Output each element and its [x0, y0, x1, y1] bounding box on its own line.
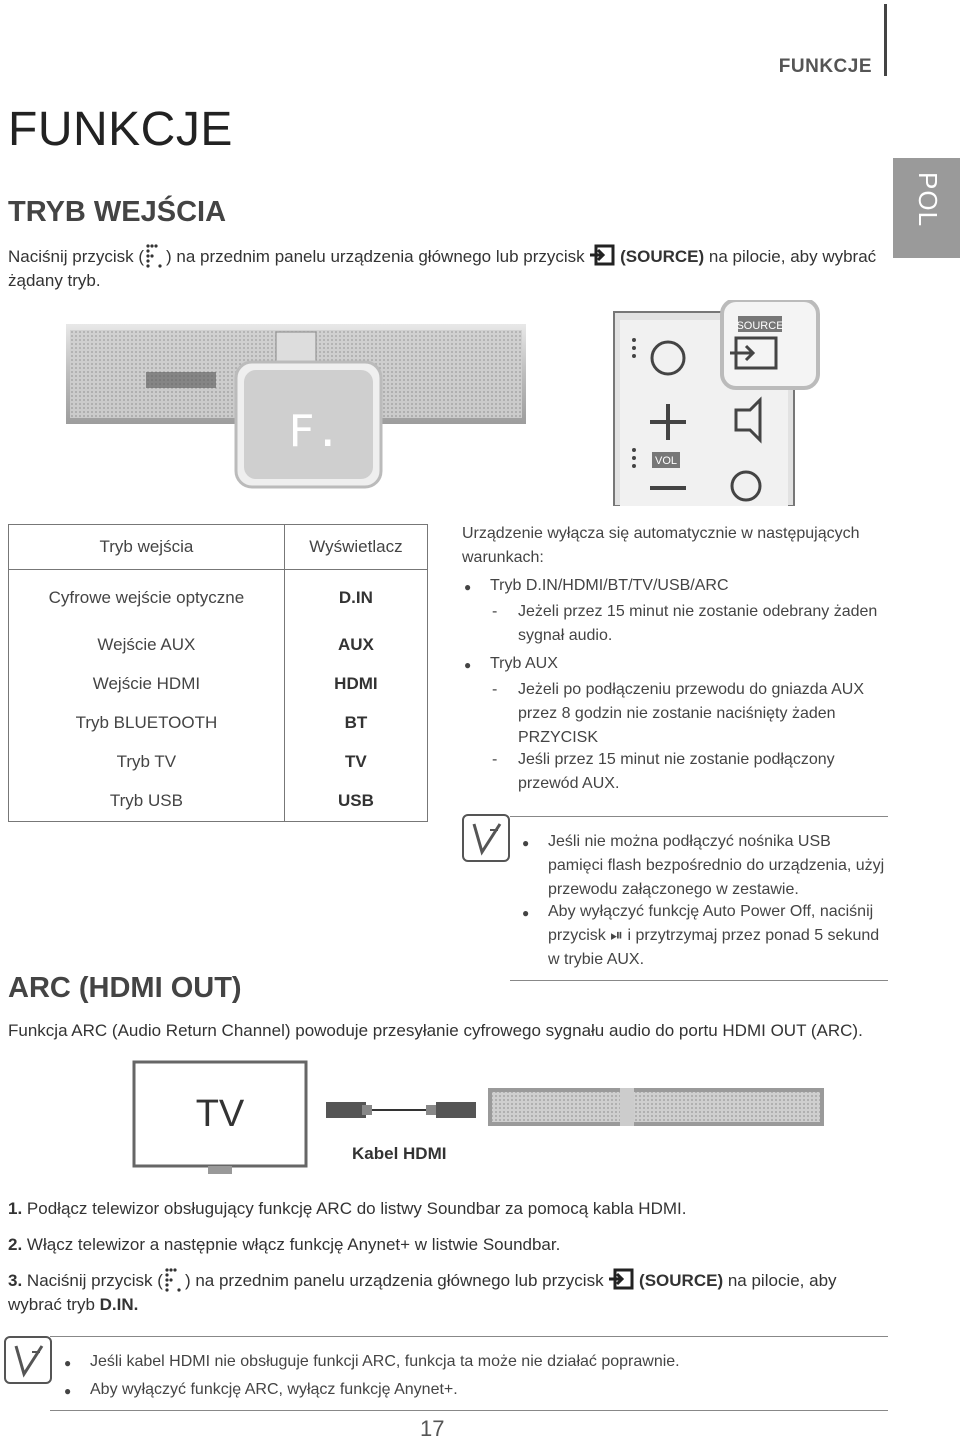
auto-power-bullet: ● Tryb D.IN/HDMI/BT/TV/USB/ARC [490, 574, 729, 598]
note-item: ● Aby wyłączyć funkcję Auto Power Off, naciśnij przycisk ⏯ i przytrzymaj przez ponad 5 sekund w trybie AUX. [548, 900, 888, 972]
display-cell: HDMI [334, 673, 378, 693]
note-item: ● Aby wyłączyć funkcję ARC, wyłącz funkcję Anynet+. [90, 1378, 458, 1402]
cable-label: Kabel HDMI [352, 1144, 447, 1163]
mode-cell: Cyfrowe wejście optyczne [9, 570, 285, 626]
mode-cell: Tryb TV [9, 743, 285, 782]
display-cell: TV [345, 752, 367, 771]
note-item: ● Jeśli kabel HDMI nie obsługuje funkcji ARC, funkcja ta może nie działać poprawnie. [90, 1350, 680, 1374]
step-text: Włącz telewizor a następnie włącz funkcję Anynet+ w listwie Soundbar. [26, 1235, 561, 1254]
intro-source: (SOURCE) [620, 247, 705, 266]
auto-power-sub: - Jeżeli po podłączeniu przewodu do gniazda AUX przez 8 godzin nie zostanie naciśnięty żaden PRZYCISK [492, 681, 865, 746]
language-tab [893, 158, 960, 258]
display-cell: AUX [337, 634, 374, 654]
arc-description: Funkcja ARC (Audio Return Channel) powoduje przesyłanie cyfrowego sygnału audio do portu HDMI OUT (ARC). [8, 1021, 863, 1040]
intro-text-2: ) na przednim panelu urządzenia głównego lub przycisk [166, 247, 585, 266]
step-mode: D.IN. [99, 1295, 139, 1314]
step-text: wybrać tryb [8, 1295, 95, 1314]
step-text: Podłącz telewizor obsługujący funkcję ARC do listwy Soundbar za pomocą kabla HDMI. [26, 1199, 687, 1218]
remote-source-label: SOURCE [736, 320, 784, 332]
note-icon [462, 814, 510, 862]
table-row [9, 782, 428, 822]
arc-connection-diagram [130, 1058, 830, 1178]
arc-step [8, 1198, 686, 1221]
auto-power-sub-text: Jeżeli po podłączeniu przewodu do gniazda AUX przez 8 godzin nie zostanie naciśnięty żaden PRZYCISK [518, 681, 865, 746]
intro-text-4: żądany tryb. [8, 271, 101, 290]
tv-label: TV [195, 1093, 245, 1135]
table-row [9, 704, 428, 743]
note-icon [4, 1336, 52, 1384]
display-symbol: F. [288, 406, 341, 457]
input-mode-intro [8, 242, 888, 293]
page-number: 17 [420, 1416, 445, 1441]
step-number: 1. [8, 1199, 23, 1218]
header-divider [884, 4, 887, 76]
auto-power-sub-text: Jeśli przez 15 minut nie zostanie podłączony przewód AUX. [518, 751, 835, 792]
note-divider-bottom [50, 1410, 888, 1411]
input-mode-table [8, 524, 428, 822]
step-text: na pilocie, aby [727, 1271, 837, 1290]
arc-step [8, 1234, 560, 1257]
source-icon [589, 244, 615, 266]
note-item: ● Jeśli nie można podłączyć nośnika USB pamięci flash bezpośrednio do urządzenia, użyj przewodu załączonego w zestawie. [548, 830, 888, 902]
language-tab-label: POL [913, 172, 943, 228]
note-divider-bottom [510, 980, 888, 981]
table-row [9, 570, 428, 626]
step-source: (SOURCE) [639, 1271, 724, 1290]
auto-power-sub: - Jeśli przez 15 minut nie zostanie podłączony przewód AUX. [492, 751, 835, 792]
display-cell: BT [344, 713, 368, 732]
display-button-icon [144, 242, 166, 270]
step-text: ) na przednim panelu urządzenia głównego lub przycisk [184, 1271, 604, 1290]
auto-power-sub-text: Jeżeli przez 15 minut nie zostanie odebrany żaden sygnał audio. [518, 603, 878, 644]
table-row [9, 626, 428, 664]
input-mode-heading: TRYB WEJŚCIA [8, 196, 227, 228]
section-header: FUNKCJE [778, 56, 872, 77]
mode-cell: Tryb USB [9, 782, 285, 822]
intro-text-1: Naciśnij przycisk ( [8, 247, 145, 266]
table-row [9, 664, 428, 704]
step-text: Naciśnij przycisk ( [26, 1271, 163, 1290]
mode-cell: Wejście AUX [9, 626, 285, 664]
display-button-icon [163, 1266, 185, 1294]
intro-text-3: na pilocie, aby wybrać [708, 247, 877, 266]
remote-illustration [612, 300, 822, 506]
display-cell: D.IN [338, 587, 373, 607]
mode-cell: Tryb BLUETOOTH [9, 704, 285, 743]
source-icon [608, 1268, 634, 1290]
note-divider-top [50, 1336, 888, 1337]
note-divider-top [510, 816, 888, 817]
page-title: FUNKCJE [8, 103, 233, 156]
table-header: Tryb wejścia [9, 525, 285, 570]
remote-vol-label: VOL [654, 455, 678, 467]
table-header: Wyświetlacz [284, 525, 427, 570]
auto-power-sub: - Jeżeli przez 15 minut nie zostanie odebrany żaden sygnał audio. [492, 603, 878, 644]
auto-power-bullet: ● Tryb AUX [490, 652, 558, 676]
arc-step [8, 1266, 888, 1317]
arc-heading: ARC (HDMI OUT) [8, 972, 242, 1004]
auto-power-intro: Urządzenie wyłącza się automatycznie w następujących warunkach: [462, 525, 860, 566]
soundbar-illustration [66, 322, 536, 492]
display-cell: USB [337, 791, 374, 811]
mode-cell: Wejście HDMI [9, 664, 285, 704]
step-number: 3. [8, 1271, 23, 1290]
table-row [9, 743, 428, 782]
step-number: 2. [8, 1235, 23, 1254]
